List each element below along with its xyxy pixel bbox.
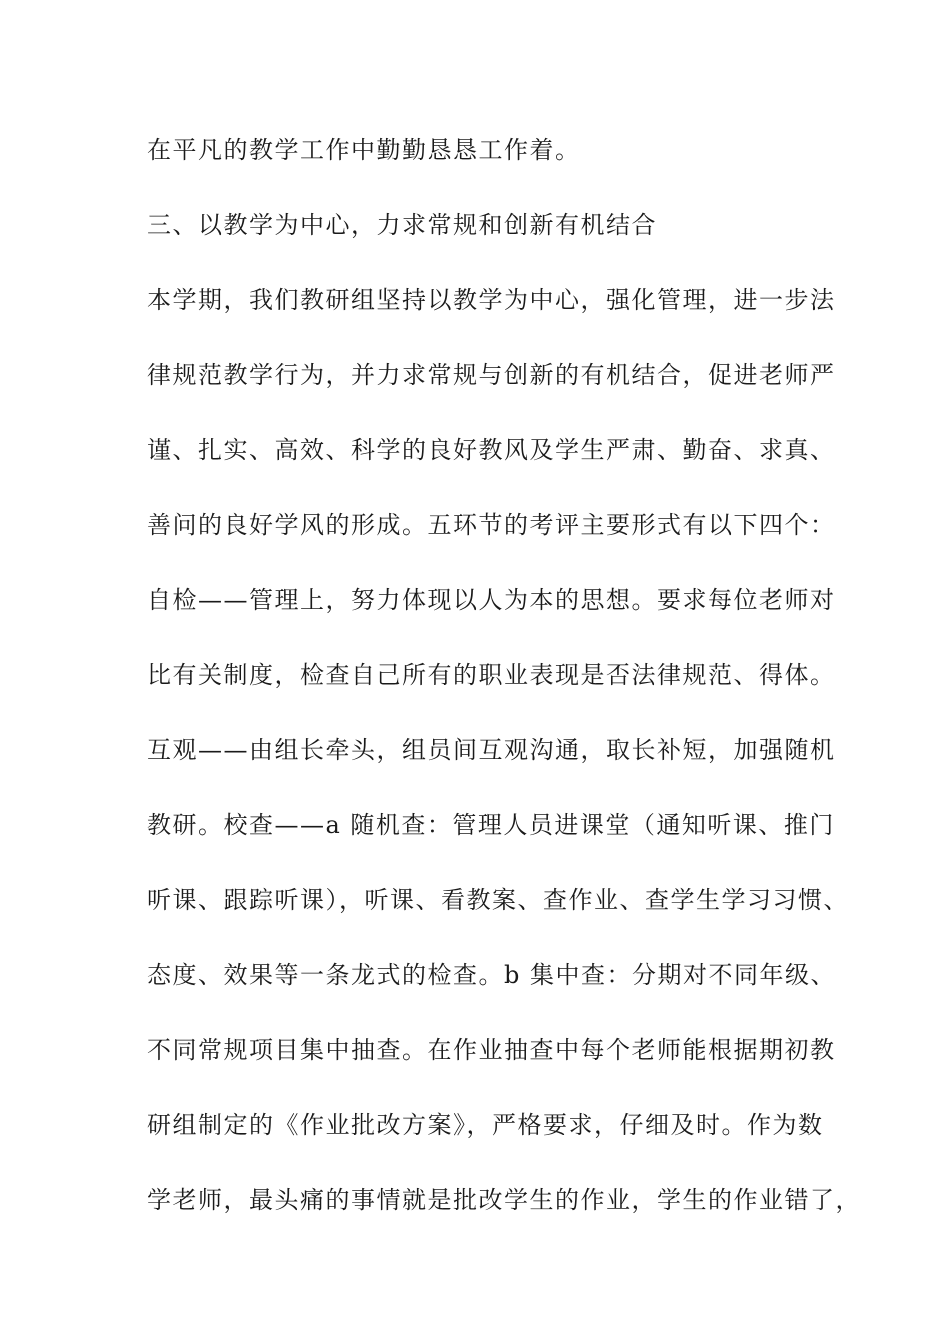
text-line-14: 研组制定的《作业批改方案》，严格要求，仔细及时。作为数 — [147, 1111, 824, 1139]
text-line-5: 谨、扎实、高效、科学的良好教风及学生严肃、勤奋、求真、 — [147, 436, 836, 464]
text-line-10: 教研。校查——a 随机查：管理人员进课堂（通知听课、推门 — [147, 811, 835, 839]
text-line-3: 本学期，我们教研组坚持以教学为中心，强化管理，进一步法 — [147, 286, 836, 314]
text-line-1: 在平凡的教学工作中勤勤恳恳工作着。 — [147, 136, 581, 164]
text-line-8: 比有关制度，检查自己所有的职业表现是否法律规范、得体。 — [147, 661, 836, 689]
text-line-13: 不同常规项目集中抽查。在作业抽查中每个老师能根据期初教 — [147, 1036, 836, 1064]
text-line-11: 听课、跟踪听课），听课、看教案、查作业、查学生学习习惯、 — [147, 886, 849, 914]
text-line-12: 态度、效果等一条龙式的检查。b 集中查：分期对不同年级、 — [147, 961, 836, 989]
text-line-15: 学老师，最头痛的事情就是批改学生的作业，学生的作业错了， — [147, 1186, 861, 1214]
text-line-4: 律规范教学行为，并力求常规与创新的有机结合，促进老师严 — [147, 361, 836, 389]
text-line-7: 自检——管理上，努力体现以人为本的思想。要求每位老师对 — [147, 586, 836, 614]
section-heading: 三、以教学为中心，力求常规和创新有机结合 — [147, 211, 657, 239]
text-line-6: 善问的良好学风的形成。五环节的考评主要形式有以下四个： — [147, 511, 836, 539]
text-line-9: 互观——由组长牵头，组员间互观沟通，取长补短，加强随机 — [147, 736, 836, 764]
